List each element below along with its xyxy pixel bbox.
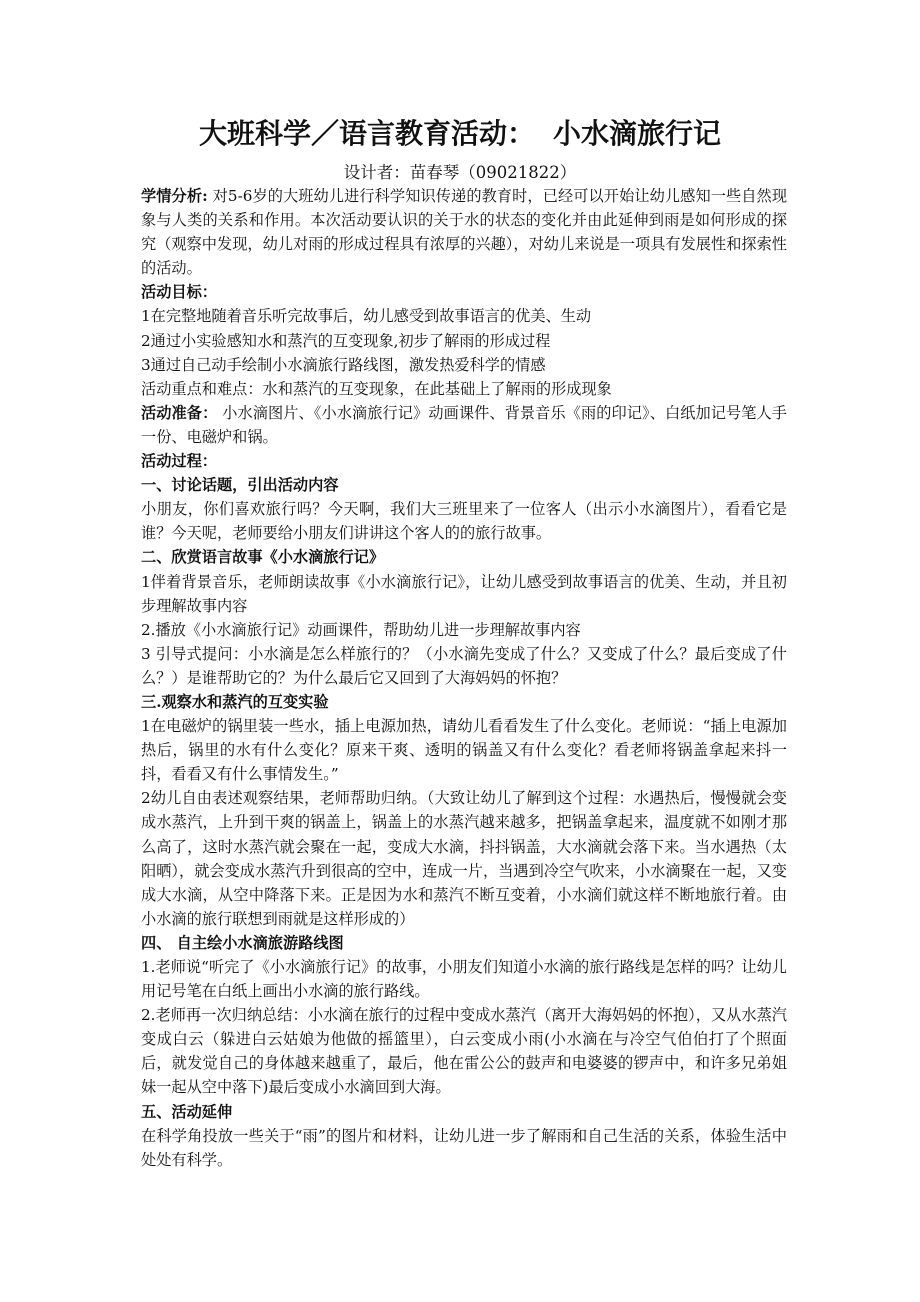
- key-points: 活动重点和难点：水和蒸汽的互变现象，在此基础上了解雨的形成现象: [141, 379, 612, 398]
- section2-item: 3 引导式提问：小水滴是怎么样旅行的？（小水滴先变成了什么？又变成了什么？最后变成了什么？）是谁帮助它的？为什么最后它又回到了大海妈妈的怀抱？: [141, 644, 787, 687]
- preparation-paragraph: 活动准备： 小水滴图片、《小水滴旅行记》动画课件、背景音乐《雨的印记》、白纸加记号笔人手一份、电磁炉和锅。: [141, 403, 787, 446]
- section3-item: 2幼儿自由表述观察结果，老师帮助归纳。（大致让幼儿了解到这个过程：水遇热后，慢慢就会变成水蒸汽，上升到干爽的锅盖上，锅盖上的水蒸汽越来越多，把锅盖拿起来，温度就不如刚才那么高了，这时水蒸汽就会聚在一起，变成大水滴，抖抖锅盖，大水滴就会落下来。当水遇热（太阳晒），就会变成水蒸汽升到很高的空中，连成一片，当遇到冷空气吹来，小水滴聚在一起，又变成大水滴，从空中降落下来。正是因为水和蒸汽不断互变着，小水滴们就这样不断地旅行着。由小水滴的旅行联想到雨就是这样形成的）: [141, 789, 787, 928]
- section4-item: 1.老师说“听完了《小水滴旅行记》的故事，小朋友们知道小水滴的旅行路线是怎样的吗？让幼儿用记号笔在白纸上画出小水滴的旅行路线。: [141, 958, 787, 1001]
- goal-item: 2通过小实验感知水和蒸汽的互变现象,初步了解雨的形成过程: [141, 331, 551, 350]
- author-line: 设计者：苗春琴（09021822）: [343, 163, 577, 182]
- title-sub: 小水滴旅行记: [553, 117, 722, 150]
- section3-heading: 三.观察水和蒸汽的互变实验: [141, 692, 329, 711]
- section1-text: 小朋友，你们喜欢旅行吗？今天啊，我们大三班里来了一位客人（出示小水滴图片），看看它是谁？今天呢，老师要给小朋友们讲讲这个客人的的旅行故事。: [141, 500, 787, 543]
- analysis-label: 学情分析: [141, 187, 203, 205]
- section1-heading: 一、讨论话题，引出活动内容: [141, 476, 339, 495]
- section2-item: 2.播放《小水滴旅行记》动画课件，帮助幼儿进一步理解故事内容: [141, 620, 581, 639]
- title-main: 大班科学／语言教育活动：: [198, 117, 535, 150]
- process-heading: 活动过程：: [141, 452, 217, 471]
- analysis-text: 对5-6岁的大班幼儿进行科学知识传递的教育时，已经可以开始让幼儿感知一些自然现象与人类的关系和作用。本次活动要认识的关于水的状态的变化并由此延伸到雨是如何形成的探究（观察中发现，幼儿对雨的形成过程具有浓厚的兴趣），对幼儿来说是一项具有发展性和探索性的活动。: [141, 187, 788, 278]
- section4-heading: 四、 自主绘小水滴旅游路线图: [141, 933, 344, 952]
- section4-item: 2.老师再一次归纳总结：小水滴在旅行的过程中变成水蒸汽（离开大海妈妈的怀抱），又从水蒸汽变成白云（躲进白云姑娘为他做的摇篮里），白云变成小雨(小水滴在与冷空气伯伯打了个照面后，就发觉自己的身体越来越重了，最后，他在雷公公的鼓声和电婆婆的锣声中，和许多兄弟姐妹一起从空中落下)最后变成小水滴回到大海。: [141, 1006, 787, 1097]
- document-body: [141, 184, 787, 1172]
- goal-item: 1在完整地随着音乐听完故事后，幼儿感受到故事语言的优美、生动: [141, 307, 592, 326]
- preparation-label: 活动准备: [141, 403, 203, 422]
- section2-heading: 二、欣赏语言故事《小水滴旅行记》: [141, 548, 384, 567]
- goals-heading: 活动目标：: [141, 283, 217, 302]
- goal-item: 3通过自己动手绘制小水滴旅行路线图，激发热爱科学的情感: [141, 355, 546, 374]
- section5-text: 在科学角投放一些关于“雨”的图片和材料，让幼儿进一步了解雨和自己生活的关系，体验生活中处处有科学。: [141, 1126, 787, 1169]
- section3-item: 1在电磁炉的锅里装一些水，插上电源加热，请幼儿看看发生了什么变化。老师说：“插上电源加热后，锅里的水有什么变化？原来干爽、透明的锅盖又有什么变化？看老师将锅盖拿起来抖一抖，看看又有什么事情发生。”: [141, 717, 787, 784]
- document-title: [0, 113, 920, 155]
- analysis-paragraph: 学情分析: 对5-6岁的大班幼儿进行科学知识传递的教育时，已经可以开始让幼儿感知一些自然现象与人类的关系和作用。本次活动要认识的关于水的状态的变化并由此延伸到雨是如何形成的探究（观察中发现，幼儿对雨的形成过程具有浓厚的兴趣），对幼儿来说是一项具有发展性和探索性的活动。: [141, 187, 788, 278]
- preparation-text: 小水滴图片、《小水滴旅行记》动画课件、背景音乐《雨的印记》、白纸加记号笔人手一份、电磁炉和锅。: [141, 403, 787, 446]
- section5-heading: 五、活动延伸: [141, 1102, 233, 1121]
- section2-item: 1伴着背景音乐，老师朗读故事《小水滴旅行记》，让幼儿感受到故事语言的优美、生动，并且初步理解故事内容: [141, 572, 787, 615]
